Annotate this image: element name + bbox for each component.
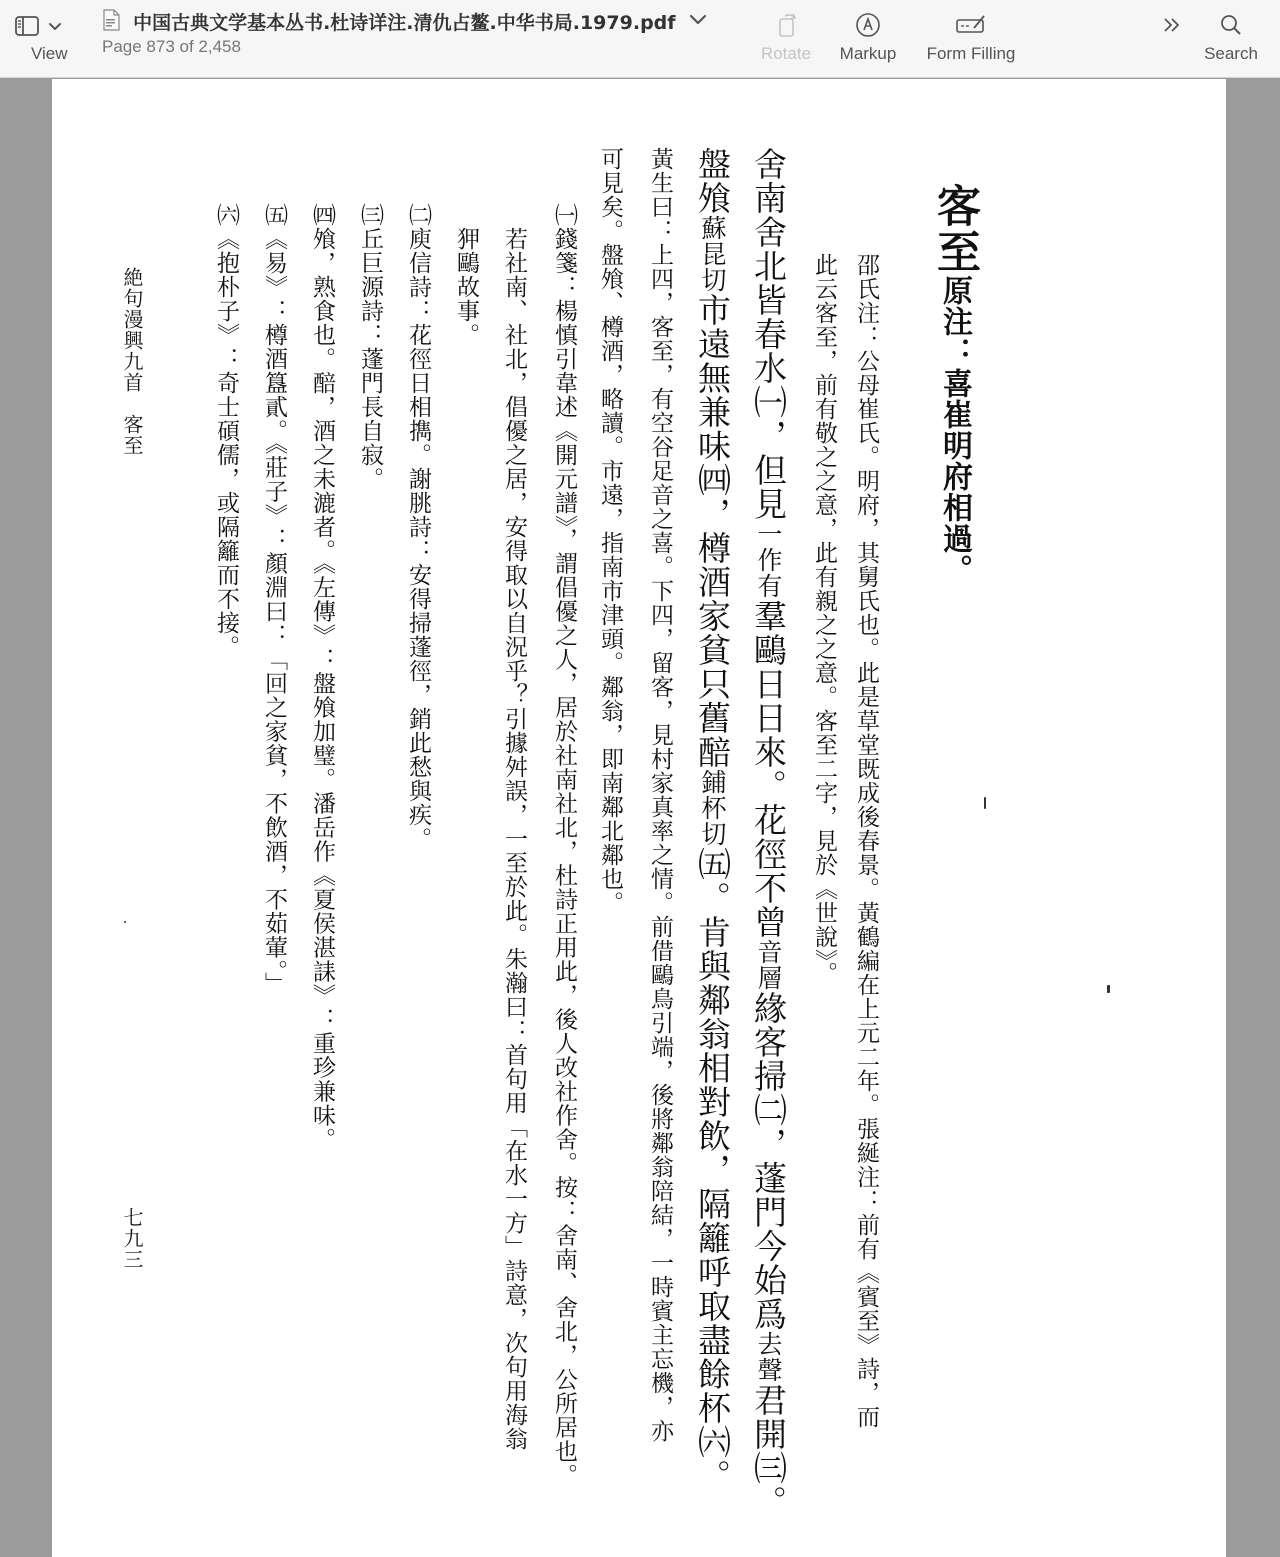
poem-text: 君開㈢。: [749, 1383, 788, 1519]
scan-speck: [124, 921, 126, 923]
poem-gloss: 音層: [754, 939, 783, 991]
poem-text: 緣客掃㈡，蓬門今始爲: [749, 991, 788, 1331]
footnote-3: ㈢丘巨源詩：蓬門長自寂。: [357, 203, 383, 491]
poem-text: 市遠無兼味㈣，樽酒家貧只舊醅: [693, 293, 732, 769]
pdf-page: [52, 79, 1226, 1557]
poem-text: ㈤。肯與鄰翁相對飲，隔籬呼取盡餘杯㈥。: [693, 847, 732, 1493]
title-note: 原注：喜崔明府相過。: [937, 275, 972, 585]
footnote-1-line-1: ㈠錢箋：楊慎引韋述《開元譜》，謂倡優之人，居於社南社北，杜詩正用此，後人改社作舍。按：舍南、舍北，公所居也。: [551, 203, 577, 1488]
poem-line-1: [749, 147, 788, 1519]
pdf-file-icon: [102, 9, 120, 35]
page-status: Page 873 of 2,458: [102, 37, 241, 56]
poem-text: 盤飧: [693, 147, 732, 215]
title-chevron-down-icon[interactable]: [689, 12, 707, 31]
more-tools-button[interactable]: [1152, 10, 1192, 44]
poem-gloss: 蘇昆切: [698, 215, 727, 293]
markup-button[interactable]: [832, 10, 904, 64]
markup-pen-icon: [832, 10, 904, 44]
chevron-down-icon: [50, 24, 60, 29]
poem-line-2: [693, 147, 732, 1493]
footnote-1-line-3: 狎鷗故事。: [453, 227, 479, 347]
form-filling-button[interactable]: [918, 10, 1024, 64]
search-label: Search: [1204, 44, 1258, 63]
rotate-label: Rotate: [760, 44, 812, 63]
search-icon: [1196, 10, 1266, 44]
form-filling-label: Form Filling: [926, 44, 1016, 63]
toolbar: [0, 0, 1280, 78]
intro-line-1: 邵氏注：公母崔氏。明府，其舅氏也。此是草堂既成後春景。黃鶴編在上元二年。張綖注：前有《賓至》詩，而: [853, 253, 879, 1429]
commentary-line-1: 黃生曰：上四，客至，有空谷足音之喜。下四，留客，見村家真率之情。前借鷗鳥引端，後將鄰翁陪結，一時賓主忘機，亦: [647, 147, 673, 1443]
rotate-button[interactable]: [756, 10, 816, 64]
poem-text: 羣鷗日日來。花徑不曾: [749, 599, 788, 939]
poem-gloss: 鋪杯切: [698, 769, 727, 847]
footnote-1-line-2: 若社南、社北，倡優之居，安得取以自況乎？引據舛誤，一至於此。朱瀚曰：首句用「在水一方」詩意，次句用海翁: [501, 227, 527, 1451]
footnote-6: ㈥《抱朴子》：奇士碩儒，或隔籬而不接。: [213, 203, 239, 659]
footnote-4: ㈣飧，熟食也。醅，酒之未漉者。《左傳》：盤飧加璧。潘岳作《夏侯湛誄》：重珍兼味。: [309, 203, 335, 1152]
scan-speck: [984, 797, 986, 809]
sidebar-icon: [14, 10, 90, 44]
poem-gloss: 一作有: [754, 521, 783, 599]
footnote-2: ㈡庾信詩：花徑日相擕。謝朓詩：安得掃蓬徑，銷此愁與疾。: [405, 203, 431, 851]
markup-label: Markup: [839, 44, 897, 63]
poem-title: 客至: [929, 183, 980, 275]
commentary-line-2: 可見矣。盤飧、樽酒，略讀。市遠，指南市津頭。鄰翁，即南鄰北鄰也。: [597, 147, 623, 915]
intro-line-2: 此云客至，前有敬之之意，此有親之之意。客至二字，見於《世說》。: [811, 253, 837, 986]
document-title-area[interactable]: [102, 8, 762, 57]
form-filling-icon: [918, 10, 1024, 44]
poem-gloss: 去聲: [754, 1331, 783, 1383]
document-title[interactable]: 中国古典文学基本丛书.杜诗详注.清仇占鳌.中华书局.1979.pdf: [133, 12, 676, 34]
running-head: 絶句漫興九首 客至: [120, 267, 144, 456]
more-chevron-icon: [1152, 10, 1192, 44]
poem-title-column: [922, 183, 986, 585]
poem-text: 舍南舍北皆春水㈠，但見: [749, 147, 788, 521]
rotate-icon: [756, 10, 816, 44]
view-label: View: [31, 44, 68, 63]
view-menu-button[interactable]: [14, 10, 90, 64]
footnote-5: ㈤《易》：樽酒簋貳。《莊子》：顏淵曰：「回之家貧，不飲酒，不茹葷。」: [261, 203, 287, 996]
search-button[interactable]: [1196, 10, 1266, 64]
scan-speck: [1107, 985, 1110, 993]
page-number: 七九三: [120, 1207, 144, 1270]
